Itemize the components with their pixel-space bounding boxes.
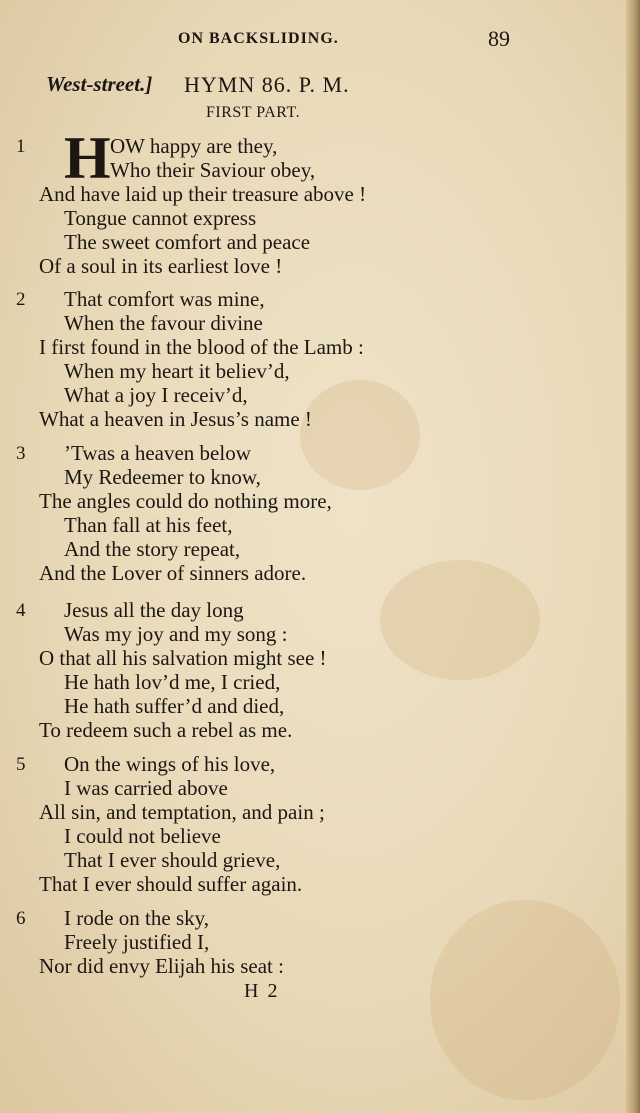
verse-line: And the story repeat, bbox=[64, 537, 241, 561]
verse-line: I was carried above bbox=[64, 776, 228, 800]
verse-line: And have laid up their treasure above ! bbox=[39, 182, 367, 206]
verse-line: That I ever should suffer again. bbox=[39, 872, 303, 896]
paper-stain bbox=[380, 560, 540, 680]
verse-line: The sweet comfort and peace bbox=[64, 230, 311, 254]
verse-line: ’Twas a heaven below bbox=[64, 441, 251, 465]
drop-cap: H bbox=[64, 125, 111, 191]
verse-number: 5 bbox=[16, 754, 26, 775]
verse-line: Tongue cannot express bbox=[64, 206, 257, 230]
signature-mark: H 2 bbox=[244, 980, 280, 1002]
paper-stain bbox=[300, 380, 420, 490]
verse-line: Who their Saviour obey, bbox=[110, 158, 316, 182]
verse-line: I rode on the sky, bbox=[64, 906, 210, 930]
verse-line: Than fall at his feet, bbox=[64, 513, 233, 537]
verse-line: He hath suffer’d and died, bbox=[64, 694, 285, 718]
verse-line: My Redeemer to know, bbox=[64, 465, 261, 489]
verse-line: What a heaven in Jesus’s name ! bbox=[39, 407, 312, 431]
verse-line: And the Lover of sinners adore. bbox=[39, 561, 307, 585]
verse-number: 3 bbox=[16, 443, 26, 464]
verse-line: On the wings of his love, bbox=[64, 752, 276, 776]
verse-line: That comfort was mine, bbox=[64, 287, 265, 311]
verse-line: OW happy are they, bbox=[110, 134, 278, 158]
book-spine-edge bbox=[626, 0, 640, 1113]
running-title: ON BACKSLIDING. bbox=[178, 30, 339, 47]
tune-name: West-street.] bbox=[46, 72, 153, 96]
verse-line: Jesus all the day long bbox=[64, 598, 244, 622]
verse-line: O that all his salvation might see ! bbox=[39, 646, 327, 670]
verse-line: Of a soul in its earliest love ! bbox=[39, 254, 283, 278]
paper-stain bbox=[430, 900, 620, 1100]
hymn-title: HYMN 86. P. M. bbox=[184, 72, 350, 97]
verse-line: I could not believe bbox=[64, 824, 221, 848]
verse-line: Nor did envy Elijah his seat : bbox=[39, 954, 284, 978]
verse-number: 4 bbox=[16, 600, 26, 621]
verse-number: 6 bbox=[16, 908, 26, 929]
verse-line: Freely justified I, bbox=[64, 930, 210, 954]
verse-line: To redeem such a rebel as me. bbox=[39, 718, 293, 742]
verse-line: I first found in the blood of the Lamb : bbox=[39, 335, 364, 359]
verse-line: When my heart it believ’d, bbox=[64, 359, 290, 383]
verse-line: Was my joy and my song : bbox=[64, 622, 288, 646]
verse-line: He hath lov’d me, I cried, bbox=[64, 670, 281, 694]
verse-number: 2 bbox=[16, 289, 26, 310]
verse-line: When the favour divine bbox=[64, 311, 263, 335]
page-number: 89 bbox=[488, 26, 510, 51]
verse-line: All sin, and temptation, and pain ; bbox=[39, 800, 325, 824]
verse-number: 1 bbox=[16, 136, 26, 157]
part-heading: FIRST PART. bbox=[206, 104, 301, 121]
verse-line: The angles could do nothing more, bbox=[39, 489, 332, 513]
verse-line: What a joy I receiv’d, bbox=[64, 383, 248, 407]
verse-line: That I ever should grieve, bbox=[64, 848, 281, 872]
